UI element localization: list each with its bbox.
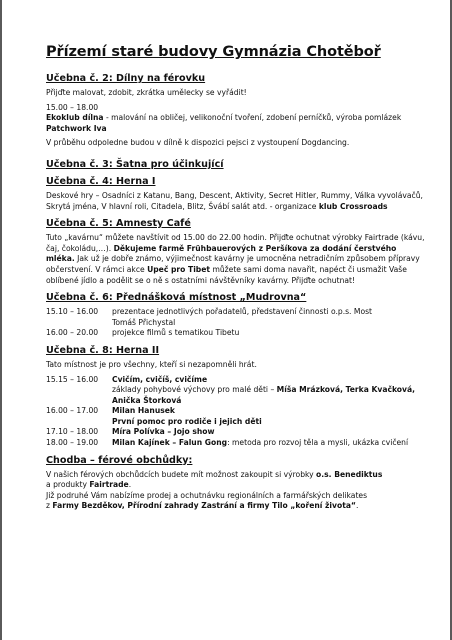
herna-1-games: Deskové hry – Osadníci z Katanu, Bang, Descent, Aktivity, Secret Hitler, Rummy, Válka vyvolávačů, Skrytá jména, V hlavní roli, Citadela, Blitz, Švábí salát atd. - organizace	[46, 190, 423, 211]
dilny-note: V průběhu odpoledne budou v dílně k dispozici pejsci z vystoupení Dogdancing.	[46, 138, 350, 148]
schedule-row	[46, 417, 426, 428]
schedule-time: 15.15 – 16.00	[46, 374, 99, 384]
schedule-row	[46, 406, 426, 417]
shop-text-2: a produkty	[46, 480, 90, 490]
schedule-name: Milan Hanusek	[112, 406, 175, 416]
schedule-time: 18.00 – 19.00	[46, 438, 99, 448]
shop-text-5: z	[46, 501, 53, 511]
schedule-desc: První pomoc pro rodiče i jejich děti	[112, 416, 262, 426]
cvicime-names: Míša Mrázková, Terka Kvačková, Anička Štorková	[112, 385, 415, 405]
amnesty-cafe-text	[46, 233, 426, 286]
schedule-row	[46, 385, 426, 406]
falun-gong-title: Milan Kajínek – Falun Gong	[112, 438, 228, 448]
schedule-desc	[112, 438, 426, 449]
page-title: Přízemí staré budovy Gymnázia Chotěboř	[46, 44, 381, 60]
schedule-desc: prezentace jednotlivých pořadatelů, představení činnosti o.p.s. Most	[112, 307, 373, 317]
schedule-row	[46, 328, 426, 339]
herna-1-text	[46, 191, 426, 212]
section-herna-2	[46, 345, 426, 449]
shop-line-3: Již podruhé Vám nabízíme prodej a ochutnávku regionálních a farmářských delikates	[46, 490, 368, 500]
shop-line-4	[46, 501, 426, 512]
amnesty-upec-pro-tibet: Upeč pro Tibet	[147, 264, 211, 274]
schedule-desc: Tomáš Přichystal	[112, 317, 176, 327]
dilny-patchwork: Patchwork Iva	[46, 123, 107, 133]
section-heading-herna-1: Učebna č. 4: Herna I	[46, 175, 156, 187]
schedule-time: 15.10 – 16.00	[46, 307, 99, 317]
section-heading-fair-shops: Chodba – férové obchůdky:	[46, 454, 193, 466]
shop-text-3: .	[128, 480, 132, 490]
document-page	[2, 0, 450, 640]
dilny-club-name: Ekoklub dílna	[46, 113, 104, 123]
section-mudrovna	[46, 292, 426, 339]
amnesty-thanks: Děkujeme farmě Frühbauerových z Peršíkova za dodání čerstvého mléka.	[46, 243, 397, 264]
shop-farms: Farmy Bezděkov, Přírodní zahrady Zastrání a firmy Tilo „koření života“	[52, 501, 356, 511]
amnesty-text-2: Jak už je dobře známo, výjimečnost kavárny je umocněna netradičním způsobem přípravy občerstvení. V rámci akce	[46, 254, 420, 274]
shop-text-1: V našich férových obchůdcích budete mít možnost zakoupit si výrobky	[46, 469, 317, 479]
section-heading-satna: Učebna č. 3: Šatna pro účinkující	[46, 158, 224, 170]
shop-org-fairtrade: Fairtrade	[89, 480, 129, 490]
amnesty-text-3: můžete sami doma navařit, napéct či usmažit Vaše oblíbené jídlo a podělit se o ně s ostatními návštěvníky kavárny. Přijďte ochutnat!	[46, 264, 407, 285]
section-dilny	[46, 73, 426, 149]
schedule-time: 17.10 – 18.00	[46, 427, 99, 437]
schedule-time: 16.00 – 20.00	[46, 328, 99, 338]
schedule-time: 16.00 – 17.00	[46, 406, 99, 416]
dilny-time: 15.00 – 18.00	[46, 102, 99, 112]
schedule-desc	[112, 385, 426, 406]
schedule-row	[46, 307, 426, 318]
shop-org-benediktus: o.s. Benediktus	[316, 469, 383, 479]
section-heading-amnesty-cafe: Učebna č. 5: Amnesty Café	[46, 218, 191, 230]
amnesty-text-1: Tuto „kavárnu“ můžete navštívit od 15.00 do 22.00 hodin. Přijďte ochutnat výrobky Fairtrade (kávu, čaj, čokoládu,…).	[46, 233, 425, 253]
schedule-row	[46, 438, 426, 449]
section-fair-shops	[46, 455, 426, 512]
section-satna	[46, 159, 426, 170]
schedule-row	[46, 318, 426, 329]
section-heading-herna-2: Učebna č. 8: Herna II	[46, 344, 160, 356]
schedule-desc: Míra Polívka – Jojo show	[112, 427, 215, 437]
schedule-row	[46, 427, 426, 438]
document-content	[46, 44, 426, 518]
herna-1-org: klub Crossroads	[318, 201, 388, 211]
herna-2-intro: Tato místnost je pro všechny, kteří si nezapomněli hrát.	[46, 359, 257, 369]
dilny-club-line	[46, 113, 426, 124]
shop-line-1	[46, 470, 426, 481]
section-herna-1	[46, 176, 426, 212]
section-heading-mudrovna: Učebna č. 6: Přednášková místnost „Mudrovna“	[46, 292, 307, 304]
schedule-row	[46, 375, 426, 386]
dilny-intro: Přijďte malovat, zdobit, zkrátka umělecky se vyřádit!	[46, 88, 247, 97]
schedule-title: Cvičím, cvičíš, cvičíme	[112, 374, 208, 384]
section-heading-dilny: Učebna č. 2: Dílny na férovku	[46, 73, 206, 84]
shop-line-2	[46, 480, 426, 491]
dilny-club-desc: - malování na obličej, velikonoční tvoření, zdobení perníčků, výroba pomlázek	[103, 113, 402, 123]
falun-gong-desc: : metoda pro rozvoj těla a mysli, ukázka cvičení	[227, 438, 409, 448]
schedule-time	[46, 318, 112, 329]
shop-text-6: .	[355, 501, 359, 511]
cvicime-desc: základy pohybové výchovy pro malé děti –	[112, 385, 277, 395]
schedule-desc: projekce filmů s tematikou Tibetu	[112, 328, 240, 338]
section-amnesty-cafe	[46, 218, 426, 286]
